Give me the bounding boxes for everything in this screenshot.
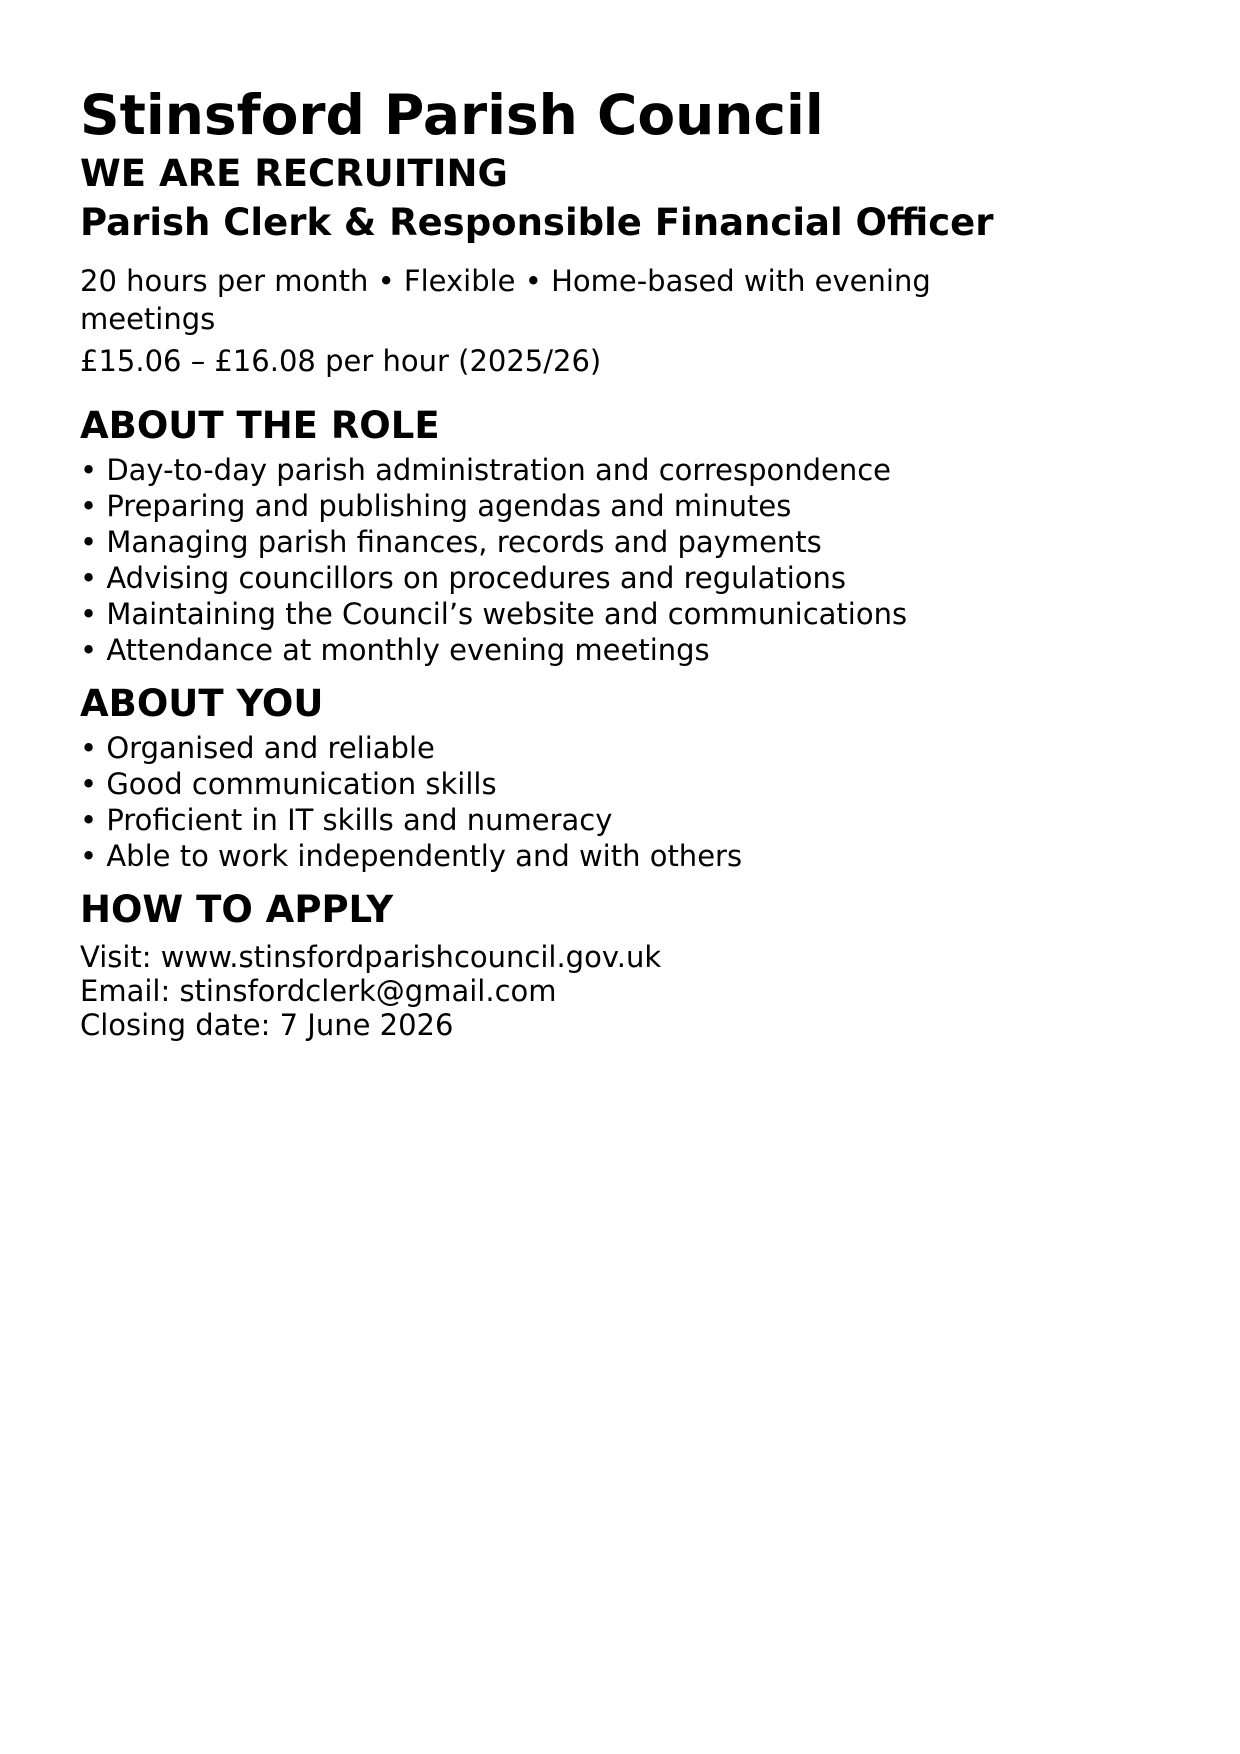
email-line: Email: stinsfordclerk@gmail.com (80, 974, 557, 1008)
list-item: • Proficient in IT skills and numeracy (80, 802, 1060, 838)
list-item: • Organised and reliable (80, 730, 1060, 766)
list-item: • Preparing and publishing agendas and minutes (80, 488, 1060, 524)
role-summary: 20 hours per month • Flexible • Home-based with evening meetings (80, 264, 931, 336)
about-role-list (80, 452, 1060, 668)
how-to-apply-heading: HOW TO APPLY (80, 888, 394, 931)
apply-details (80, 940, 1060, 1042)
list-item: • Attendance at monthly evening meetings (80, 632, 1060, 668)
job-title: Parish Clerk & Responsible Financial Officer (80, 201, 994, 244)
list-item: • Day-to-day parish administration and correspondence (80, 452, 1060, 488)
recruiting-heading: WE ARE RECRUITING (80, 152, 508, 195)
about-you-heading: ABOUT YOU (80, 682, 324, 725)
about-you-list (80, 730, 1060, 874)
website-line: Visit: www.stinsfordparishcouncil.gov.uk (80, 940, 662, 974)
list-item: • Good communication skills (80, 766, 1060, 802)
list-item: • Advising councillors on procedures and regulations (80, 560, 1060, 596)
pay-rate: £15.06 – £16.08 per hour (2025/26) (80, 344, 602, 378)
recruitment-notice (80, 80, 1060, 1042)
closing-date: Closing date: 7 June 2026 (80, 1008, 454, 1042)
list-item: • Maintaining the Council’s website and communications (80, 596, 1060, 632)
list-item: • Able to work independently and with others (80, 838, 1060, 874)
list-item: • Managing parish finances, records and payments (80, 524, 1060, 560)
council-name: Stinsford Parish Council (80, 83, 824, 147)
about-role-heading: ABOUT THE ROLE (80, 404, 440, 447)
